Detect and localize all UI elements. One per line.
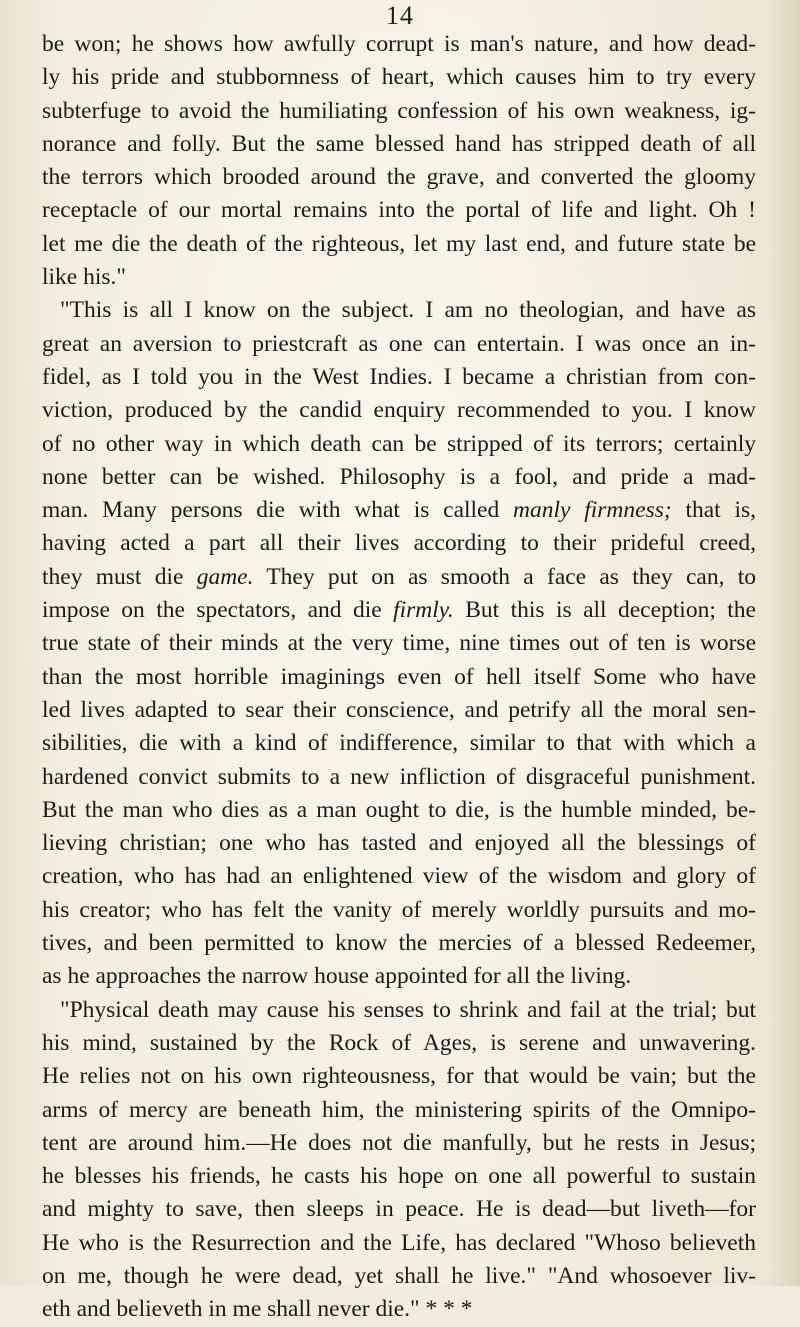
- text-line: [42, 1127, 756, 1160]
- text-line: [42, 894, 756, 927]
- text-segment: led lives adapted to sear their conscience, and petrify all the moral sen-: [42, 696, 756, 723]
- text-line: [42, 860, 756, 893]
- text-segment: creation, who has had an enlightened view of the wisdom and glory of: [42, 863, 756, 890]
- text-line: [42, 428, 756, 461]
- text-segment: viction, produced by the candid enquiry recommended to you. I know: [42, 397, 756, 424]
- text-line: [42, 161, 756, 194]
- text-line: [42, 128, 756, 161]
- text-segment: none better can be wished. Philosophy is a fool, and pride a mad-: [42, 463, 756, 490]
- text-line: [42, 494, 756, 527]
- text-segment: his creator; who has felt the vanity of merely worldly pursuits and mo-: [42, 896, 756, 923]
- text-segment: He who is the Resurrection and the Life, has declared "Whoso believeth: [42, 1229, 756, 1256]
- text-line: [42, 461, 756, 494]
- text-line: [42, 228, 756, 261]
- text-line: [42, 761, 756, 794]
- italic-phrase: firmly.: [393, 597, 454, 624]
- text-line: [42, 1193, 756, 1226]
- text-line: [42, 1027, 756, 1060]
- text-line: [42, 527, 756, 560]
- text-segment: they must die: [42, 563, 197, 590]
- text-line: [42, 1293, 756, 1326]
- text-line: [42, 328, 756, 361]
- text-line: [42, 661, 756, 694]
- text-segment: as he approaches the narrow house appointed for all the living.: [42, 963, 632, 990]
- text-line: [42, 1260, 756, 1293]
- text-line: [42, 960, 756, 993]
- text-line: [42, 361, 756, 394]
- text-segment: having acted a part all their lives according to their prideful creed,: [42, 530, 756, 557]
- text-line: [42, 1227, 756, 1260]
- text-segment: impose on the spectators, and die: [42, 597, 394, 624]
- text-segment: true state of their minds at the very time, nine times out of ten is worse: [42, 630, 756, 657]
- text-line: [42, 261, 756, 294]
- text-segment: norance and folly. But the same blessed hand has stripped death of all: [42, 130, 756, 157]
- text-line: [42, 561, 756, 594]
- text-line: [42, 994, 756, 1027]
- text-segment: on me, though he were dead, yet shall he live." "And whosoever liv-: [42, 1262, 756, 1289]
- text-segment: his mind, sustained by the Rock of Ages, is serene and unwavering.: [42, 1029, 756, 1056]
- text-line: [42, 1060, 756, 1093]
- text-segment: eth and believeth in me shall never die." * * *: [42, 1296, 473, 1323]
- text-segment: fidel, as I told you in the West Indies. I became a christian from con-: [42, 363, 756, 390]
- text-segment: "Physical death may cause his senses to shrink and fail at the trial; but: [60, 996, 756, 1023]
- text-line: [42, 194, 756, 227]
- text-segment: lieving christian; one who has tasted and enjoyed all the blessings of: [42, 830, 756, 857]
- text-segment: like his.": [42, 264, 127, 291]
- text-line: [42, 794, 756, 827]
- text-line: [42, 927, 756, 960]
- italic-phrase: manly firmness;: [513, 497, 672, 524]
- text-segment: than the most horrible imaginings even of hell itself Some who have: [42, 663, 756, 690]
- text-line: [42, 627, 756, 660]
- text-segment: ly his pride and stubbornness of heart, which causes him to try every: [42, 64, 756, 91]
- text-segment: He relies not on his own righteousness, for that would be vain; but the: [42, 1063, 756, 1090]
- text-segment: hardened convict submits to a new infliction of disgraceful punishment.: [42, 763, 756, 790]
- text-segment: tent are around him.—He does not die manfully, but he rests in Jesus;: [42, 1129, 756, 1156]
- text-segment: that is,: [671, 497, 757, 524]
- page-edge-shadow: [766, 0, 800, 1286]
- text-line: [42, 594, 756, 627]
- text-segment: he blesses his friends, he casts his hope on one all powerful to sustain: [42, 1163, 756, 1190]
- text-segment: sibilities, die with a kind of indifference, similar to that with which a: [42, 730, 756, 757]
- text-line: [42, 694, 756, 727]
- text-segment: They put on as smooth a face as they can, to: [253, 563, 756, 590]
- text-segment: and mighty to save, then sleeps in peace. He is dead—but liveth—for: [42, 1196, 756, 1223]
- text-segment: "This is all I know on the subject. I am no theologian, and have as: [60, 297, 756, 324]
- body-text: [42, 28, 756, 1327]
- text-segment: But this is all deception; the: [453, 597, 756, 624]
- text-segment: receptacle of our mortal remains into the portal of life and light. Oh !: [42, 197, 756, 224]
- text-segment: the terrors which brooded around the grave, and converted the gloomy: [42, 164, 756, 191]
- text-line: [42, 1094, 756, 1127]
- text-segment: of no other way in which death can be stripped of its terrors; certainly: [42, 430, 756, 457]
- text-segment: tives, and been permitted to know the mercies of a blessed Redeemer,: [42, 930, 756, 957]
- text-line: [42, 61, 756, 94]
- text-segment: be won; he shows how awfully corrupt is man's nature, and how dead-: [42, 31, 756, 57]
- text-segment: man. Many persons die with what is called: [42, 497, 514, 524]
- text-segment: But the man who dies as a man ought to die, is the humble minded, be-: [42, 796, 756, 823]
- text-line: [42, 294, 756, 327]
- page-number: 14: [386, 1, 414, 30]
- text-segment: subterfuge to avoid the humiliating confession of his own weakness, ig-: [42, 97, 756, 124]
- text-line: [42, 28, 756, 61]
- text-segment: let me die the death of the righteous, let my last end, and future state be: [42, 230, 756, 257]
- text-line: [42, 394, 756, 427]
- text-segment: great an aversion to priestcraft as one can entertain. I was once an in-: [42, 330, 756, 357]
- text-line: [42, 727, 756, 760]
- text-line: [42, 827, 756, 860]
- text-line: [42, 95, 756, 128]
- italic-phrase: game.: [196, 563, 254, 590]
- text-segment: arms of mercy are beneath him, the ministering spirits of the Omnipo-: [42, 1096, 756, 1123]
- text-line: [42, 1160, 756, 1193]
